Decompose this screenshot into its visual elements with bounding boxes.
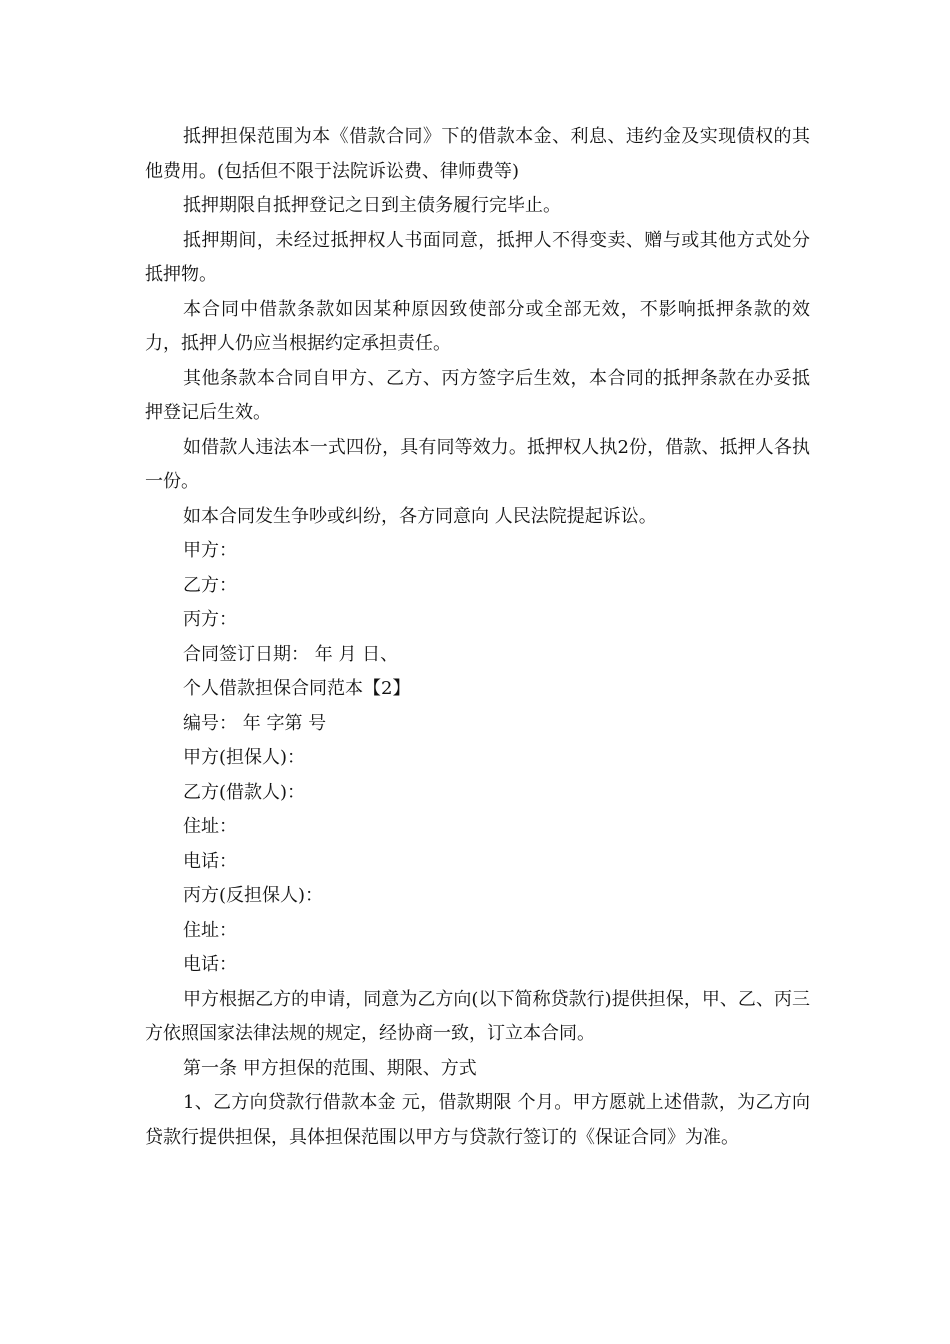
paragraph-clause-validity: 本合同中借款条款如因某种原因致使部分或全部无效，不影响抵押条款的效力，抵押人仍应当根据约定承担责任。 bbox=[145, 298, 810, 354]
paragraph-mortgage-disposal: 抵押期间，未经过抵押权人书面同意，抵押人不得变卖、赠与或其他方式处分抵押物。 bbox=[145, 229, 810, 285]
phone-label-2: 电话： bbox=[183, 954, 237, 975]
document-body bbox=[145, 120, 810, 1155]
signing-date-label: 合同签订日期： 年 月 日、 bbox=[183, 643, 399, 665]
counter-guarantor-label: 丙方(反担保人)： bbox=[183, 885, 324, 906]
party-c-label: 丙方： bbox=[183, 609, 237, 630]
party-a-label: 甲方： bbox=[183, 540, 237, 561]
article-one-item-1: 1、乙方向贷款行借款本金 元，借款期限 个月。甲方愿就上述借款，为乙方向贷款行提供担保，具体担保范围以甲方与贷款行签订的《保证合同》为准。 bbox=[145, 1092, 810, 1148]
phone-label: 电话： bbox=[183, 850, 237, 872]
paragraph-mortgage-term: 抵押期限自抵押登记之日到主债务履行完毕止。 bbox=[183, 195, 561, 216]
party-b-label: 乙方： bbox=[183, 574, 237, 596]
section-title: 个人借款担保合同范本【2】 bbox=[183, 678, 411, 699]
address-label-2: 住址： bbox=[183, 919, 237, 941]
guarantor-label: 甲方(担保人)： bbox=[183, 747, 306, 768]
paragraph-effectiveness: 其他条款本合同自甲方、乙方、丙方签字后生效，本合同的抵押条款在办妥抵押登记后生效。 bbox=[145, 367, 810, 423]
paragraph-preamble: 甲方根据乙方的申请，同意为乙方向(以下简称贷款行)提供担保，甲、乙、丙三方依照国家法律法规的规定，经协商一致，订立本合同。 bbox=[145, 988, 810, 1044]
paragraph-dispute: 如本合同发生争吵或纠纷，各方同意向 人民法院提起诉讼。 bbox=[183, 505, 657, 527]
contract-number-label: 编号： 年 字第 号 bbox=[183, 712, 327, 734]
borrower-label: 乙方(借款人)： bbox=[183, 781, 306, 803]
paragraph-mortgage-scope: 抵押担保范围为本《借款合同》下的借款本金、利息、违约金及实现债权的其他费用。(包括但不限于法院诉讼费、律师费等) bbox=[145, 126, 810, 182]
address-label: 住址： bbox=[183, 816, 237, 837]
article-one-heading: 第一条 甲方担保的范围、期限、方式 bbox=[183, 1057, 477, 1079]
paragraph-copies: 如借款人违法本一式四份，具有同等效力。抵押权人执2份，借款、抵押人各执一份。 bbox=[145, 436, 810, 492]
